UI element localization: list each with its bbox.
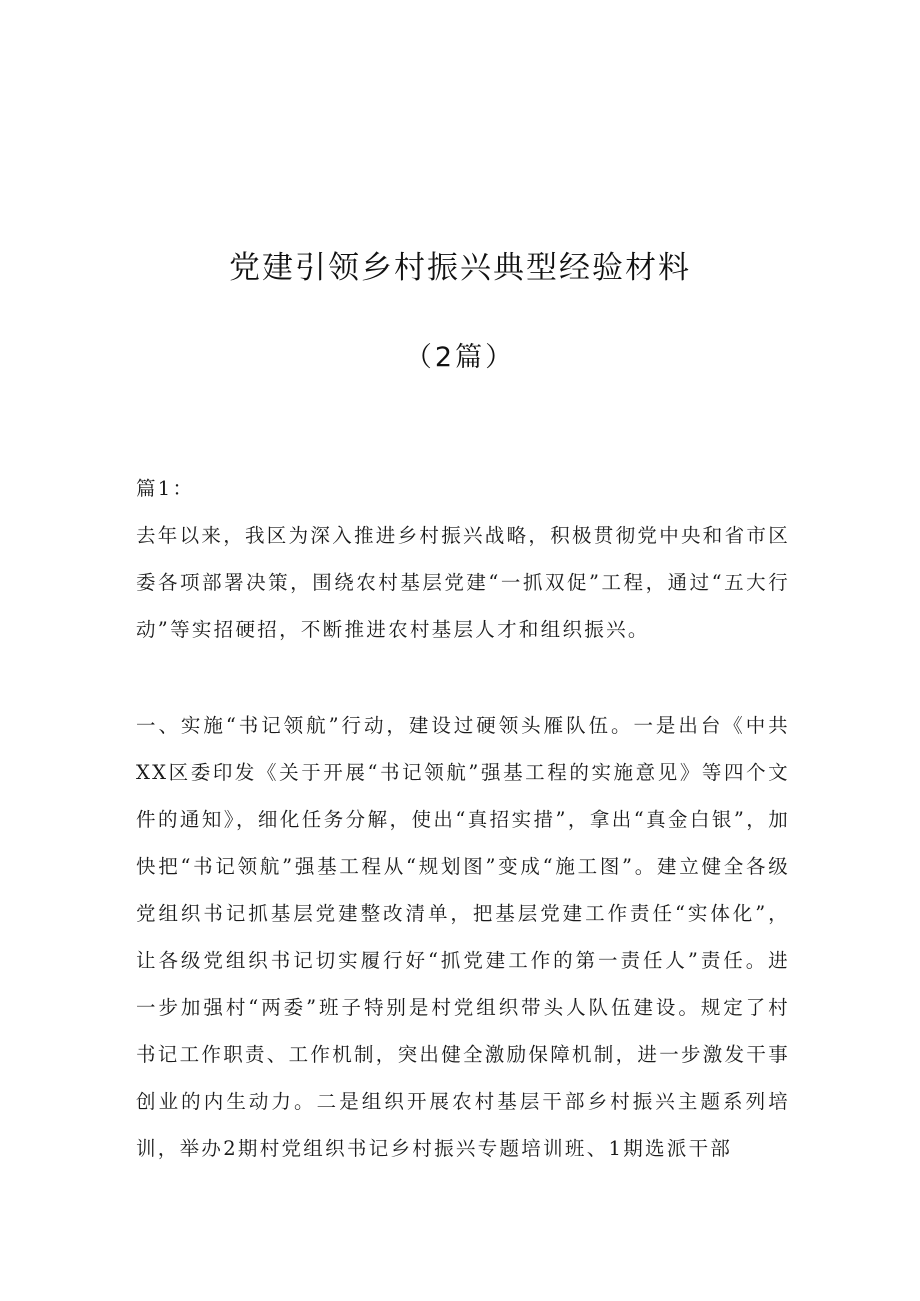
section-label: 篇1： — [136, 477, 195, 500]
intro-paragraph: 去年以来，我区为深入推进乡村振兴战略，积极贯彻党中央和省市区委各项部署决策，围绕农村基层党建“一抓双促”工程，通过“五大行动”等实招硬招，不断推进农村基层人才和组织振兴。 — [136, 524, 791, 641]
document-subtitle: （2篇） — [404, 342, 516, 373]
document-title: 党建引领乡村振兴典型经验材料 — [229, 250, 691, 286]
paragraph-one: 一、实施“书记领航”行动，建设过硬领头雁队伍。一是出台《中共XX区委印发《关于开展“书记领航”强基工程的实施意见》等四个文件的通知》，细化任务分解，使出“真招实措”，拿出“真金白银”，加快把“书记领航”强基工程从“规划图”变成“施工图”。建立健全各级党组织书记抓基层党建整改清单，把基层党建工作责任“实体化”，让各级党组织书记切实履行好“抓党建工作的第一责任人”责任。进一步加强村“两委”班子特别是村党组织带头人队伍建设。规定了村书记工作职责、工作机制，突出健全激励保障机制，进一步激发干事创业的内生动力。二是组织开展农村基层干部乡村振兴主题系列培训，举办2期村党组织书记乡村振兴专题培训班、1期选派干部 — [136, 714, 791, 1160]
